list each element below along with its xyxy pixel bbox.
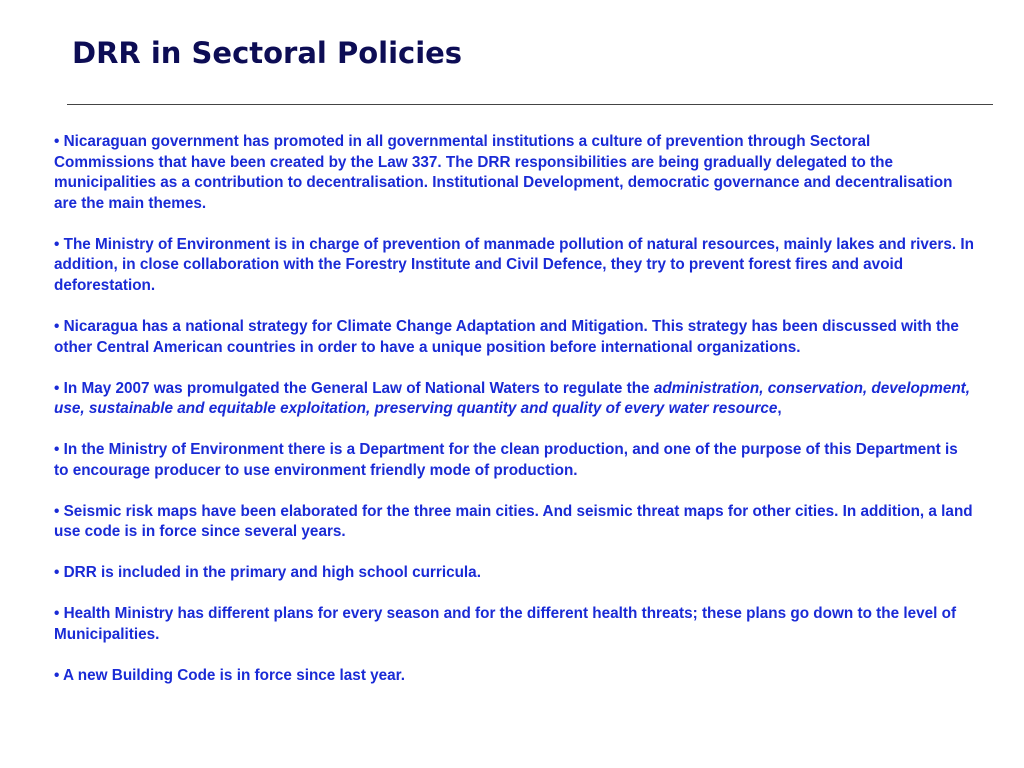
bullet-text: • The Ministry of Environment is in charge of prevention of manmade pollution of natural resources, mainly lakes and rivers. In addition, in close collaboration with the Forestry Institute and Civil Defence, they try to prevent forest fires and avoid deforestation. (54, 235, 974, 294)
bullet-text: • Nicaraguan government has promoted in all governmental institutions a culture of prevention through Sectoral Commissions that have been created by the Law 337. The DRR responsibilities are being gradually delegated to the municipalities as a contribution to decentralisation. Institutional Development, democratic governance and decentralisation are the main themes. (54, 133, 953, 212)
bullet-suffix: , (777, 400, 782, 418)
bullet-clean-production (54, 440, 974, 481)
bullet-text: • Seismic risk maps have been elaborated for the three main cities. And seismic threat maps for other cities. In addition, a land use code is in force since several years. (54, 502, 973, 541)
bullet-text: • Health Ministry has different plans for every season and for the different health threats; these plans go down to the level of Municipalities. (54, 605, 957, 643)
bullet-text: • A new Building Code is in force since last year. (54, 666, 406, 684)
bullet-list (54, 132, 974, 686)
bullet-text: • In May 2007 was promulgated the General Law of National Waters to regulate the (54, 379, 654, 397)
bullet-building-code (54, 666, 974, 687)
bullet-climate-change-strategy (54, 317, 974, 358)
slide-title: DRR in Sectoral Policies (72, 36, 463, 70)
bullet-text: • In the Ministry of Environment there is a Department for the clean production, and one of the purpose of this Department is to encourage producer to use environment friendly mode of production. (54, 441, 958, 479)
bullet-seismic-risk-maps (54, 502, 974, 543)
bullet-ministry-environment-pollution (54, 235, 974, 297)
bullet-health-ministry (54, 604, 974, 645)
bullet-emphasis: administration, conservation, development, use, sustainable and equitable exploitation, preserving quantity and quality of every water resource (54, 379, 971, 418)
bullet-national-waters-law (54, 379, 974, 420)
bullet-school-curricula (54, 563, 974, 584)
title-divider (67, 104, 993, 105)
bullet-text: • DRR is included in the primary and high school curricula. (54, 564, 481, 582)
bullet-text: • Nicaragua has a national strategy for Climate Change Adaptation and Mitigation. This strategy has been discussed with the other Central American countries in order to have a unique position before international organizations. (54, 317, 959, 356)
bullet-sectoral-commissions (54, 132, 974, 214)
